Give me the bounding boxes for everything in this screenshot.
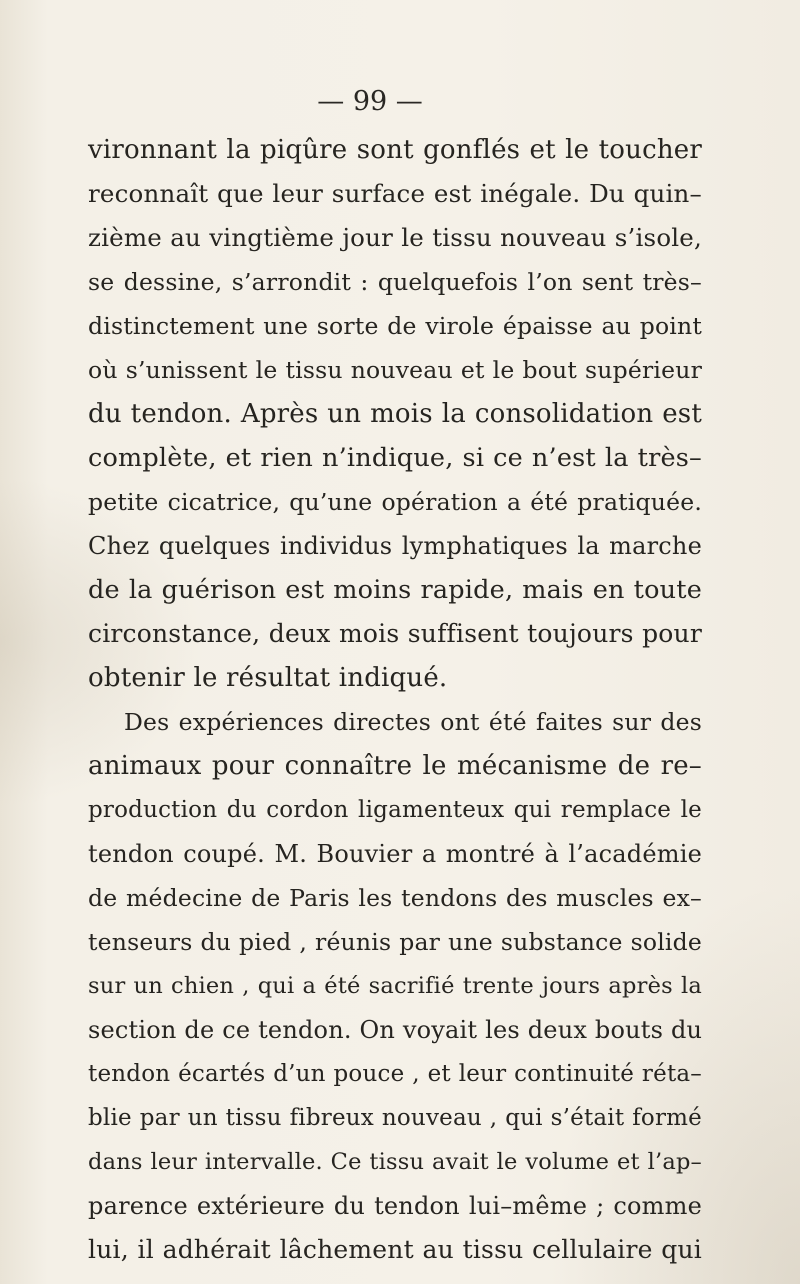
text-line: petite cicatrice, qu’une opération a été pratiquée.	[88, 488, 702, 516]
text-line: reconnaît que leur surface est inégale. Du quin–	[88, 179, 702, 208]
text-line: distinctement une sorte de virole épaisse au point	[88, 312, 702, 340]
text-line: tenseurs du pied , réunis par une substance solide	[88, 928, 702, 956]
paragraph-end-line: obtenir le résultat indiqué.	[88, 663, 448, 693]
text-line: de la guérison est moins rapide, mais en toute	[88, 575, 702, 605]
text-line: tendon écartés d’un pouce , et leur continuité réta–	[88, 1061, 702, 1087]
text-line: tendon coupé. M. Bouvier a montré à l’académie	[88, 840, 702, 868]
text-line: vironnant la piqûre sont gonflés et le toucher	[88, 135, 702, 165]
text-line: dans leur intervalle. Ce tissu avait le volume et l’ap–	[88, 1149, 702, 1175]
paragraph-start-line: Des expériences directes ont été faites sur des	[124, 708, 702, 736]
text-line: production du cordon ligamenteux qui remplace le	[88, 797, 702, 823]
text-line: sur un chien , qui a été sacrifié trente jours après la	[88, 973, 702, 999]
text-line: blie par un tissu fibreux nouveau , qui s’était formé	[88, 1105, 702, 1131]
text-line: zième au vingtième jour le tissu nouveau s’isole,	[88, 223, 702, 252]
body-text	[88, 128, 702, 1272]
text-line: où s’unissent le tissu nouveau et le bout supérieur	[88, 356, 702, 384]
text-line: se dessine, s’arrondit : quelquefois l’on sent très–	[88, 268, 702, 296]
page-number: — 99 —	[317, 86, 423, 117]
text-line: complète, et rien n’indique, si ce n’est la très–	[88, 443, 702, 473]
text-line: du tendon. Après un mois la consolidation est	[88, 399, 702, 429]
text-line: section de ce tendon. On voyait les deux bouts du	[88, 1016, 703, 1044]
text-line: Chez quelques individus lymphatiques la marche	[88, 532, 702, 560]
text-line: de médecine de Paris les tendons des muscles ex–	[88, 884, 702, 912]
text-line: animaux pour connaître le mécanisme de re–	[88, 751, 702, 781]
text-line: circonstance, deux mois suffisent toujours pour	[88, 619, 702, 648]
text-line: lui, il adhérait lâchement au tissu cellulaire qui	[88, 1235, 702, 1264]
text-line: parence extérieure du tendon lui–même ; comme	[88, 1192, 702, 1220]
